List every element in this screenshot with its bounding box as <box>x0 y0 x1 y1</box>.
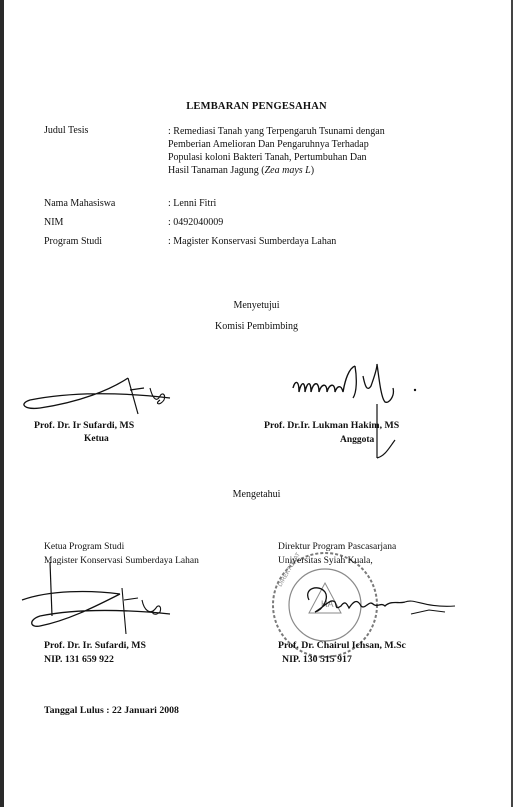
anggota-role: Anggota <box>340 435 375 445</box>
judul-value <box>168 125 400 177</box>
signature-ketua-prodi <box>10 560 180 640</box>
document-title: LEMBARAN PENGESAHAN <box>186 101 327 112</box>
komisi-heading: Komisi Pembimbing <box>214 321 299 332</box>
nim-label: NIM <box>44 217 64 228</box>
menyetujui-heading: Menyetujui <box>233 300 280 311</box>
right-title-line2: Universitas Syiah Kuala, <box>278 556 373 566</box>
judul-line-text: Hasil Tanaman Jagung ( <box>168 165 265 176</box>
mengetahui-heading: Mengetahui <box>232 489 281 500</box>
ketua-name: Prof. Dr. Ir Sufardi, MS <box>34 420 135 431</box>
signature-anggota <box>285 358 425 468</box>
right-signer-nip: NIP. 130 515 917 <box>282 654 352 665</box>
judul-line: : Remediasi Tanah yang Terpengaruh Tsunami dengan <box>168 126 385 137</box>
graduation-date: Tanggal Lulus : 22 Januari 2008 <box>44 705 179 716</box>
ketua-role: Ketua <box>84 434 109 444</box>
left-title-line1: Ketua Program Studi <box>44 542 125 552</box>
nama-label: Nama Mahasiswa <box>44 198 116 209</box>
left-signer-name: Prof. Dr. Ir. Sufardi, MS <box>44 640 146 651</box>
species-name: Zea mays L <box>264 165 311 176</box>
prodi-label: Program Studi <box>44 236 103 247</box>
judul-line <box>168 164 400 177</box>
left-title-line2: Magister Konservasi Sumberdaya Lahan <box>44 556 199 566</box>
prodi-value: : Magister Konservasi Sumberdaya Lahan <box>168 236 337 247</box>
svg-text:DIREKTORAT: DIREKTORAT <box>277 551 302 588</box>
page-left-edge <box>0 0 4 807</box>
anggota-name: Prof. Dr.Ir. Lukman Hakim, MS <box>264 420 400 431</box>
signature-direktur <box>295 580 455 620</box>
judul-line: Populasi koloni Bakteri Tanah, Pertumbuhan Dan <box>168 152 367 163</box>
signature-ketua <box>10 370 180 420</box>
judul-label: Judul Tesis <box>44 125 89 136</box>
judul-line-end: ) <box>310 165 315 176</box>
stamp-center: HA <box>321 599 334 609</box>
right-title-line1: Direktur Program Pascasarjana <box>278 542 397 552</box>
judul-line: Pemberian Amelioran Dan Pengaruhnya Terhadap <box>168 139 369 150</box>
right-signer-name: Prof. Dr. Chairul Ichsan, M.Sc <box>278 640 406 651</box>
nim-value: : 0492040009 <box>168 217 224 228</box>
left-signer-nip: NIP. 131 659 922 <box>44 654 114 665</box>
nama-value: : Lenni Fitri <box>168 198 217 209</box>
